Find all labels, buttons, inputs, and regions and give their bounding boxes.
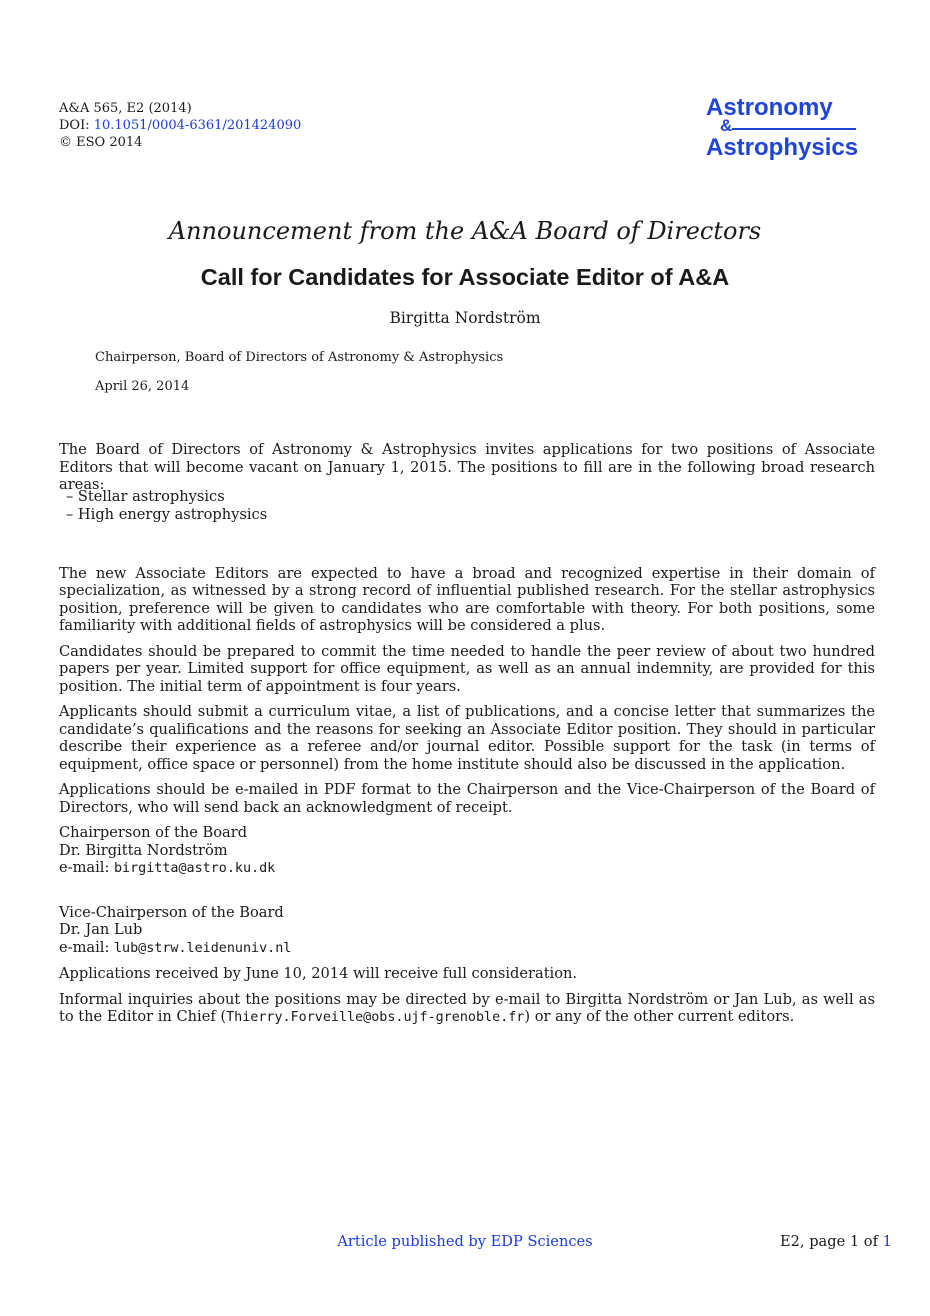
vice-email-line: [59, 939, 875, 958]
author: Birgitta Nordström: [389, 309, 541, 327]
list-item: – Stellar astrophysics: [66, 488, 225, 505]
page-total-link[interactable]: 1: [882, 1233, 892, 1250]
date: April 26, 2014: [95, 379, 190, 394]
list-item: – High energy astrophysics: [66, 505, 268, 523]
affiliation: Chairperson, Board of Directors of Astronomy & Astrophysics: [95, 350, 504, 365]
paper-title: Call for Candidates for Associate Editor of A&A: [200, 264, 730, 290]
chair-name: Dr. Birgitta Nordström: [59, 841, 228, 859]
inquiries-text: Informal inquiries about the positions may be directed by e-mail to Birgitta Nordström or Jan Lub, as well as to the Editor in Chief (: [59, 990, 875, 1025]
paragraph-intro: The Board of Directors of Astronomy & Astrophysics invites applications for two positions of Associate Editors that will become vacant on January 1, 2015. The positions to fill are in the following broad research areas:: [59, 441, 875, 493]
logo-rule: [732, 128, 856, 130]
paragraph-expertise: The new Associate Editors are expected to have a broad and recognized expertise in their domain of specialization, as witnessed by a strong record of influential published research. For the stellar astrophysics position, preference will be given to candidates who are comfortable with theory. For both positions, some familiarity with additional fields of astrophysics will be considered a plus.: [59, 564, 875, 634]
citation: A&A 565, E2 (2014): [59, 101, 192, 116]
doi-link[interactable]: 10.1051/0004-6361/201424090: [93, 118, 302, 133]
page-number: [780, 1233, 892, 1250]
publisher-link[interactable]: Article published by EDP Sciences: [337, 1233, 593, 1250]
doi-line: [59, 117, 301, 134]
page-prefix: E2, page 1 of: [780, 1233, 883, 1250]
vice-role: Vice-Chairperson of the Board: [59, 903, 284, 921]
paragraph-application: Applicants should submit a curriculum vitae, a list of publications, and a concise letter that summarizes the candidate’s qualifications and the reasons for seeking an Associate Editor position. They should in particular describe their experience as a referee and/or journal editor. Possible support for the task (in terms of equipment, office space or personnel) from the home institute should also be discussed in the application.: [59, 703, 875, 773]
email-label: e-mail:: [59, 859, 114, 876]
copyright: © ESO 2014: [59, 135, 143, 150]
journal-logo: [706, 94, 876, 162]
article-meta: [59, 100, 301, 151]
editor-email[interactable]: Thierry.Forveille@obs.ujf-grenoble.fr: [226, 1010, 525, 1025]
logo-line2: Astrophysics: [706, 134, 859, 161]
chair-email[interactable]: birgitta@astro.ku.dk: [114, 861, 276, 876]
chair-contact: [59, 824, 875, 878]
logo-ampersand: &: [720, 116, 733, 135]
inquiries-text-end: ) or any of the other current editors.: [524, 1008, 795, 1025]
paragraph-submission: Applications should be e-mailed in PDF format to the Chairperson and the Vice-Chairperson of the Board of Directors, who will send back an acknowledgment of receipt.: [59, 781, 875, 816]
paragraph-inquiries: [59, 991, 875, 1027]
vice-name: Dr. Jan Lub: [59, 921, 143, 938]
chair-email-line: [59, 859, 875, 878]
logo-line1: Astronomy: [706, 94, 833, 121]
vice-email[interactable]: lub@strw.leidenuniv.nl: [114, 940, 292, 956]
chair-role: Chairperson of the Board: [59, 824, 248, 841]
research-areas-list: [66, 488, 267, 523]
doi-label: DOI:: [59, 118, 94, 133]
body-text: [59, 441, 875, 1027]
announcement-heading: Announcement from the A&A Board of Directors: [168, 217, 762, 245]
email-label: e-mail:: [59, 938, 114, 956]
paragraph-commitment: Candidates should be prepared to commit the time needed to handle the peer review of about two hundred papers per year. Limited support for office equipment, as well as an annual indemnity, are provided for this position. The initial term of appointment is four years.: [59, 642, 875, 695]
vice-chair-contact: [59, 904, 875, 958]
paragraph-deadline: Applications received by June 10, 2014 will receive full consideration.: [59, 965, 578, 982]
